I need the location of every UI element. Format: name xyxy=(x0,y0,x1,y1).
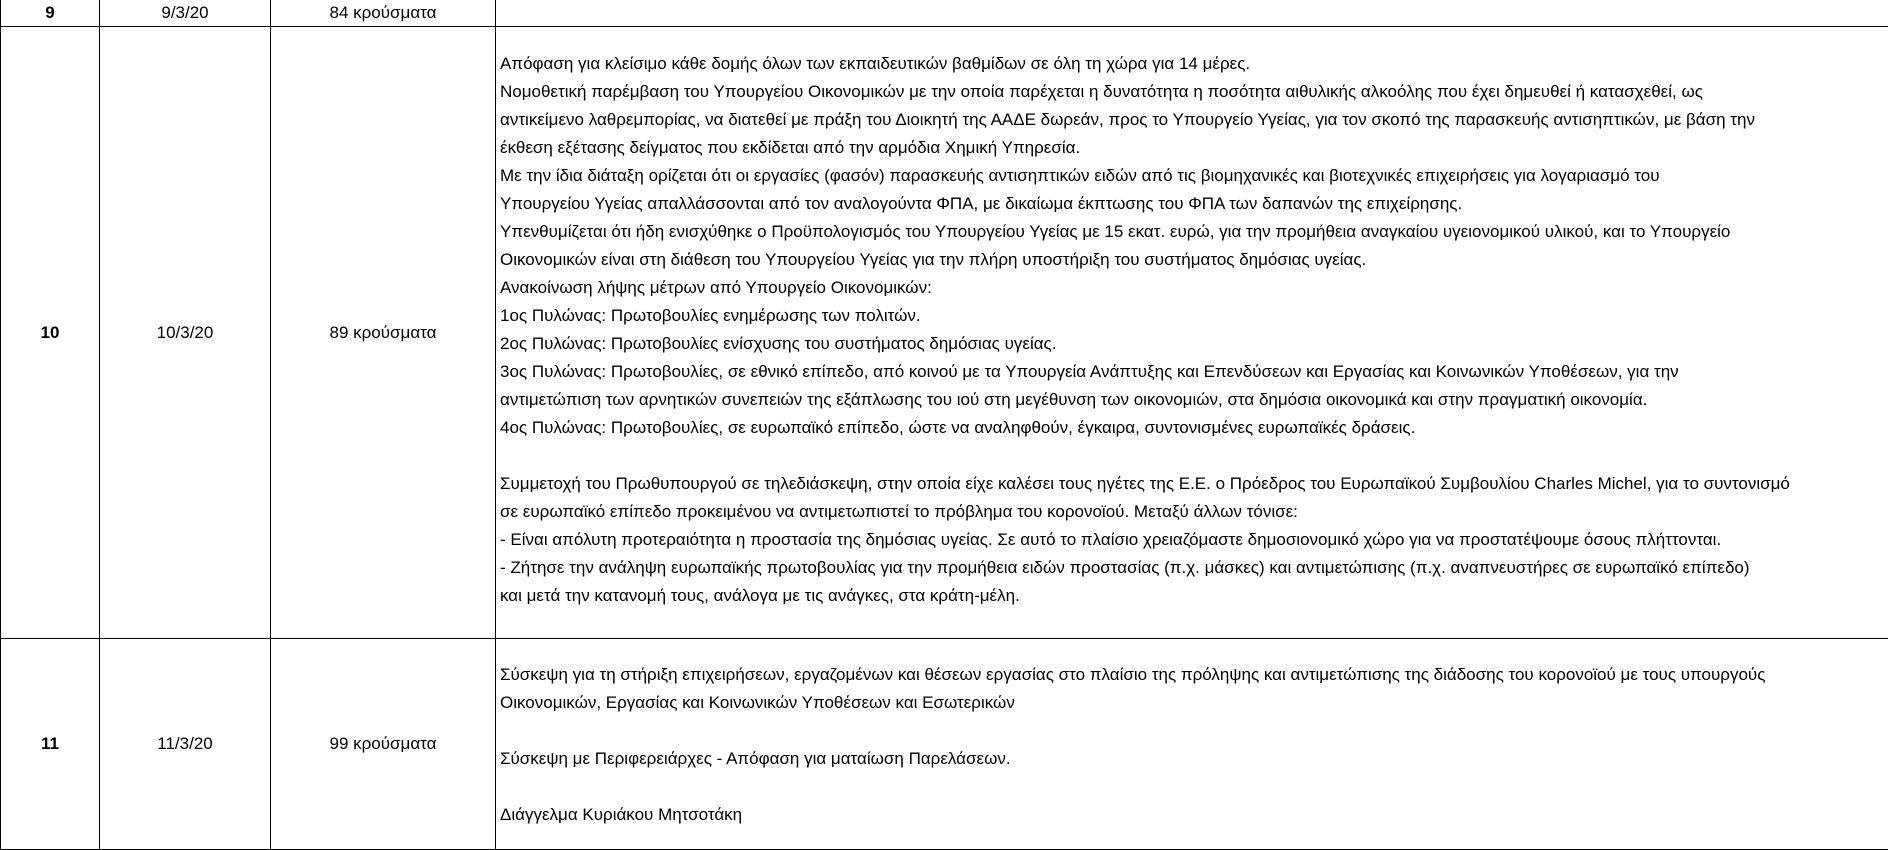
description-line: Υπενθυμίζεται ότι ήδη ενισχύθηκε ο Προϋπολογισμός του Υπουργείου Υγείας με 15 εκατ. ευρώ, για την προμήθεια αναγκαίου υγειονομικού υλικού, και το Υπουργείο xyxy=(500,218,1888,246)
description-line: Οικονομικών είναι στη διάθεση του Υπουργείου Υγείας για την πλήρη υποστήριξη του συστήματος δημόσιας υγείας. xyxy=(500,246,1888,274)
table-row xyxy=(1,27,1888,639)
date-cell[interactable]: 11/3/20 xyxy=(100,639,271,850)
description-line: Συμμετοχή του Πρωθυπουργού σε τηλεδιάσκεψη, στην οποία είχε καλέσει τους ηγέτες της Ε.Ε. ο Πρόεδρος του Ευρωπαϊκού Συμβουλίου Charles Michel, για το συντονισμό xyxy=(500,470,1888,498)
description-line: Απόφαση για κλείσιμο κάθε δομής όλων των εκπαιδευτικών βαθμίδων σε όλη τη χώρα για 14 μέρες. xyxy=(500,50,1888,78)
row-number-cell[interactable]: 11 xyxy=(1,639,100,850)
description-line: σε ευρωπαϊκό επίπεδο προκειμένου να αντιμετωπιστεί το πρόβλημα του κορονοϊού. Μεταξύ άλλων τόνισε: xyxy=(500,498,1888,526)
date-cell[interactable]: 9/3/20 xyxy=(100,0,271,27)
description-line: Υπουργείου Υγείας απαλλάσσονται από τον αναλογούντα ΦΠΑ, με δικαίωμα έκπτωσης του ΦΠΑ των δαπανών της επιχείρησης. xyxy=(500,190,1888,218)
description-cell[interactable] xyxy=(496,27,1888,639)
description-line: 4ος Πυλώνας: Πρωτοβουλίες, σε ευρωπαϊκό επίπεδο, ώστε να αναληφθούν, έγκαιρα, συντονισμένες ευρωπαϊκές δράσεις. xyxy=(500,414,1888,442)
description-line: Ανακοίνωση λήψης μέτρων από Υπουργείο Οικονομικών: xyxy=(500,274,1888,302)
description-lines xyxy=(500,659,1888,829)
description-line: έκθεση εξέτασης δείγματος που εκδίδεται από την αρμόδια Χημική Υπηρεσία. xyxy=(500,134,1888,162)
blank-line xyxy=(500,717,1888,745)
table-row xyxy=(1,0,1888,27)
description-lines xyxy=(500,35,1888,630)
cases-cell[interactable]: 84 κρούσματα xyxy=(271,0,496,27)
cases-cell[interactable]: 99 κρούσματα xyxy=(271,639,496,850)
description-line: αντιμετώπιση των αρνητικών συνεπειών της εξάπλωσης του ιού στη μεγέθυνση των οικονομιών, στα δημόσια οικονομικά και στην πραγματική οικονομία. xyxy=(500,386,1888,414)
blank-line xyxy=(500,773,1888,801)
description-line: Νομοθετική παρέμβαση του Υπουργείου Οικονομικών με την οποία παρέχεται η δυνατότητα η ποσότητα αιθυλικής αλκοόλης που έχει δημευθεί ή κατασχεθεί, ως xyxy=(500,78,1888,106)
description-line: Σύσκεψη με Περιφερειάρχες - Απόφαση για ματαίωση Παρελάσεων. xyxy=(500,745,1888,773)
description-line: Οικονομικών, Εργασίας και Κοινωνικών Υποθέσεων και Εσωτερικών xyxy=(500,689,1888,717)
description-line: - Ζήτησε την ανάληψη ευρωπαϊκής πρωτοβουλίας για την προμήθεια ειδών προστασίας (π.χ. μάσκες) και αντιμετώπισης (π.χ. αναπνευστήρες σε ευρωπαϊκό επίπεδο) xyxy=(500,554,1888,582)
blank-line xyxy=(500,442,1888,470)
date-cell[interactable]: 10/3/20 xyxy=(100,27,271,639)
description-line: 2ος Πυλώνας: Πρωτοβουλίες ενίσχυσης του συστήματος δημόσιας υγείας. xyxy=(500,330,1888,358)
description-line: Με την ίδια διάταξη ορίζεται ότι οι εργασίες (φασόν) παρασκευής αντισηπτικών ειδών από τις βιομηχανικές και βιοτεχνικές επιχειρήσεις για λογαριασμό του xyxy=(500,162,1888,190)
description-line: και μετά την κατανομή τους, ανάλογα με τις ανάγκες, στα κράτη-μέλη. xyxy=(500,582,1888,610)
description-cell[interactable] xyxy=(496,0,1888,27)
description-line: αντικείμενο λαθρεμπορίας, να διατεθεί με πράξη του Διοικητή της ΑΑΔΕ δωρεάν, προς το Υπουργείο Υγείας, για τον σκοπό της παρασκευής αντισηπτικών, με βάση την xyxy=(500,106,1888,134)
row-number-cell[interactable]: 9 xyxy=(1,0,100,27)
row-number-cell[interactable]: 10 xyxy=(1,27,100,639)
description-line: Διάγγελμα Κυριάκου Μητσοτάκη xyxy=(500,801,1888,829)
description-line: - Είναι απόλυτη προτεραιότητα η προστασία της δημόσιας υγείας. Σε αυτό το πλαίσιο χρειαζόμαστε δημοσιονομικό χώρο για να προστατέψουμε όσους πλήττονται. xyxy=(500,526,1888,554)
cases-cell[interactable]: 89 κρούσματα xyxy=(271,27,496,639)
description-line: 3ος Πυλώνας: Πρωτοβουλίες, σε εθνικό επίπεδο, από κοινού με τα Υπουργεία Ανάπτυξης και Επενδύσεων και Εργασίας και Κοινωνικών Υποθέσεων, για την xyxy=(500,358,1888,386)
table-row xyxy=(1,639,1888,850)
description-cell[interactable] xyxy=(496,639,1888,850)
description-line: Σύσκεψη για τη στήριξη επιχειρήσεων, εργαζομένων και θέσεων εργασίας στο πλαίσιο της πρόληψης και αντιμετώπισης της διάδοσης του κορονοϊού με τους υπουργούς xyxy=(500,661,1888,689)
description-line: 1ος Πυλώνας: Πρωτοβουλίες ενημέρωσης των πολιτών. xyxy=(500,302,1888,330)
